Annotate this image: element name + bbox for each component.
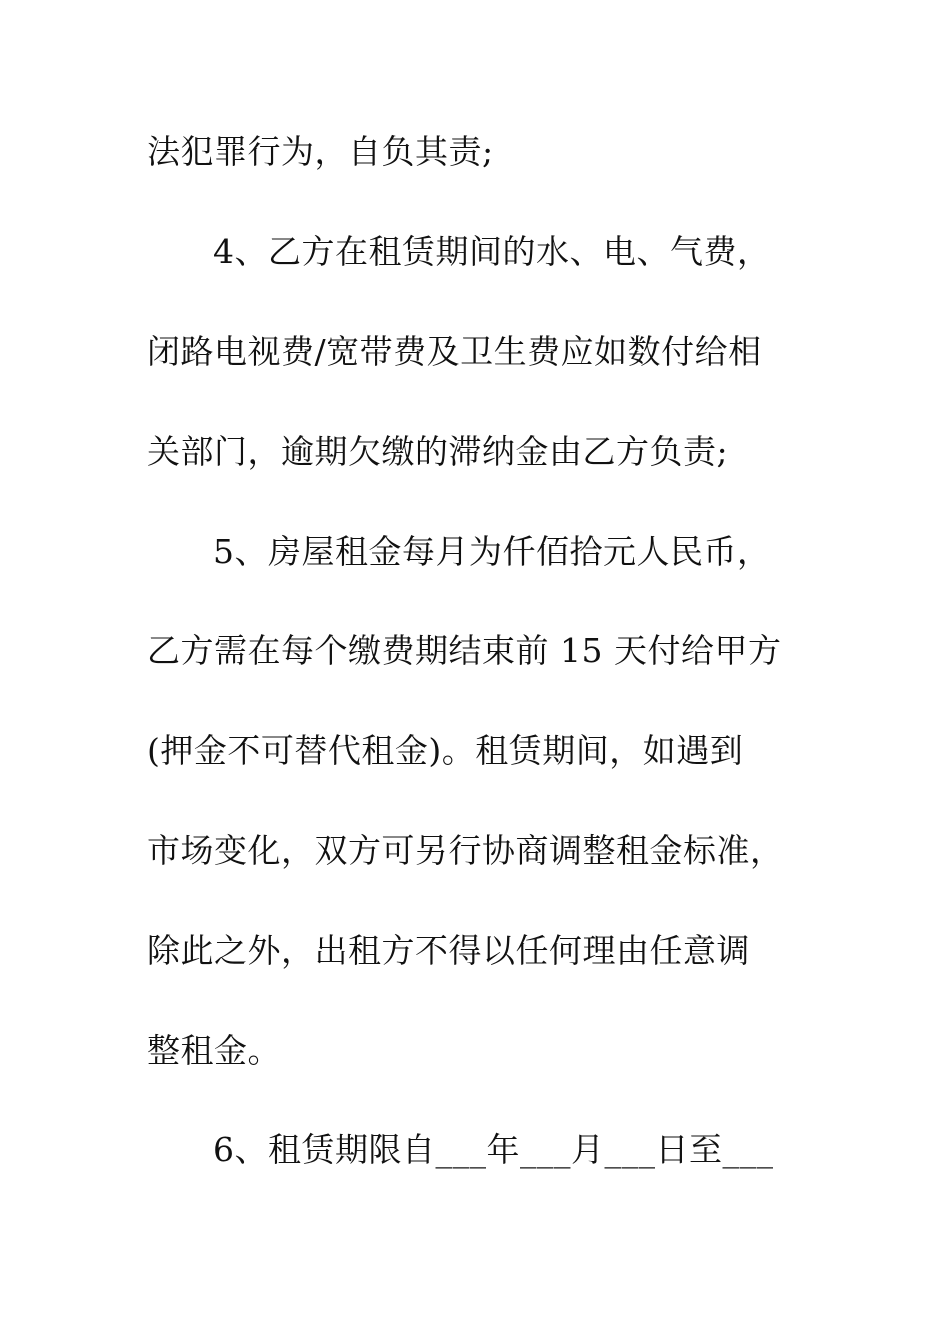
clause-5-line: 5、房屋租金每月为仟佰拾元人民币， — [213, 532, 771, 571]
text-line: 整租金。 — [147, 1031, 281, 1070]
text-line: 市场变化，双方可另行协商调整租金标准， — [147, 831, 784, 870]
text-line: 除此之外，出租方不得以任何理由任意调 — [147, 931, 750, 970]
text-line: 关部门，逾期欠缴的滞纳金由乙方负责; — [147, 432, 729, 471]
text-line: 乙方需在每个缴费期结束前 15 天付给甲方 — [147, 631, 782, 670]
clause-6-line: 6、租赁期限自___年___月___日至___ — [213, 1130, 774, 1169]
text-line: 法犯罪行为，自负其责; — [147, 132, 494, 171]
clause-4-line: 4、乙方在租赁期间的水、电、气费， — [213, 232, 771, 271]
text-line: (押金不可替代租金)。租赁期间，如遇到 — [147, 731, 744, 770]
text-line: 闭路电视费/宽带费及卫生费应如数付给相 — [147, 332, 762, 371]
